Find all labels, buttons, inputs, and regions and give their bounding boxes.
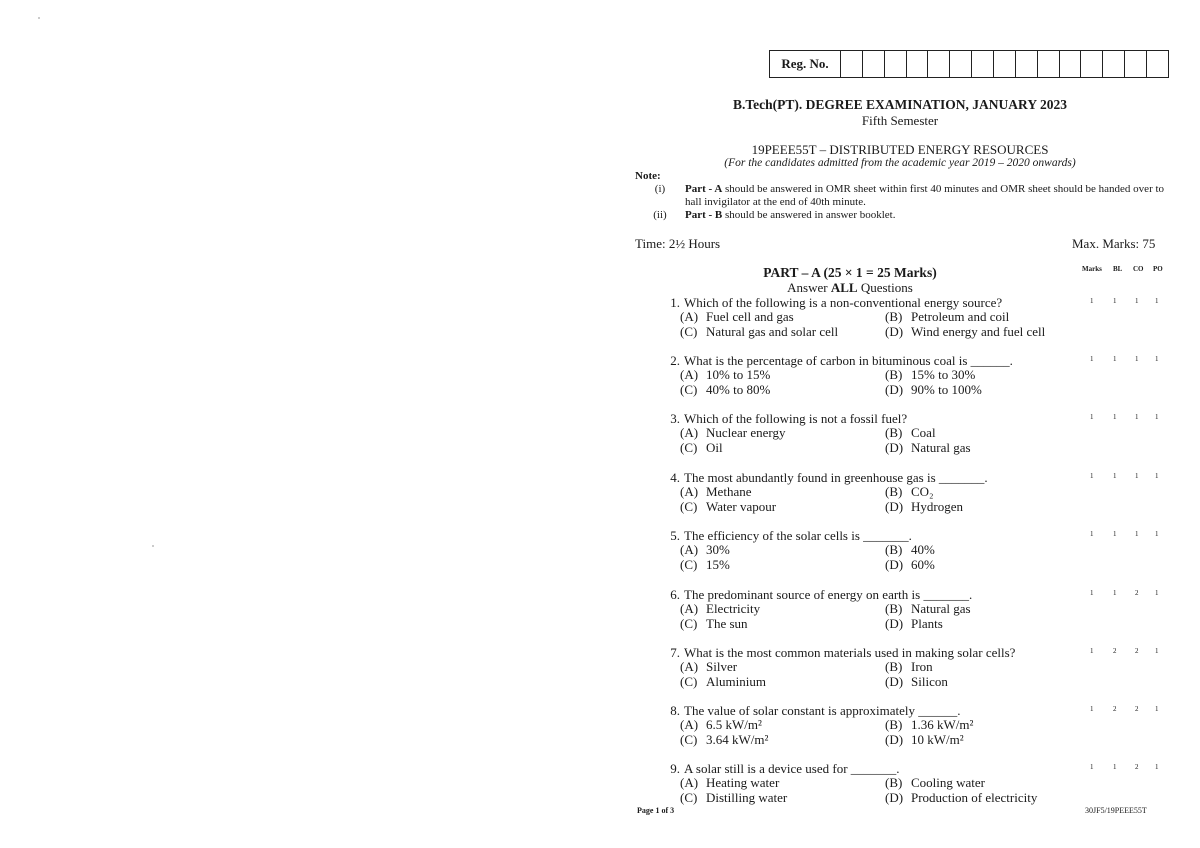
option-text: Natural gas	[911, 439, 971, 455]
po-value: 1	[1155, 589, 1159, 597]
question-stem-row	[660, 703, 1080, 718]
answer-option	[885, 791, 1085, 806]
option-text: Water vapour	[706, 498, 777, 514]
question-item	[660, 411, 1080, 455]
po-value: 1	[1155, 297, 1159, 305]
option-key: (C)	[680, 498, 698, 514]
option-key: (D)	[885, 439, 904, 455]
option-text: The sun	[706, 615, 748, 631]
option-text: 40% to 80%	[706, 381, 771, 397]
answer-option	[885, 368, 1085, 383]
reg-no-cells	[841, 51, 1168, 77]
answer-option	[680, 602, 885, 617]
answer-option	[680, 310, 885, 325]
reg-no-cell	[841, 51, 862, 77]
question-text: Which of the following is not a fossil fuel?	[684, 411, 908, 426]
question-number: 9.	[670, 761, 680, 776]
question-text: The efficiency of the solar cells is _______.	[684, 528, 912, 543]
answer-option	[885, 602, 1085, 617]
marks-value: 1	[1090, 413, 1094, 421]
instruction-suffix: Questions	[857, 280, 913, 295]
answer-option	[885, 426, 1085, 441]
option-key: (C)	[680, 731, 698, 747]
option-key: (B)	[885, 425, 903, 440]
co-value: 2	[1135, 705, 1139, 713]
scan-speck	[152, 545, 154, 547]
instruction-bold: ALL	[830, 280, 858, 295]
bl-value: 1	[1113, 413, 1117, 421]
note-number: (ii)	[653, 209, 667, 221]
option-key: (C)	[680, 556, 698, 572]
po-value: 1	[1155, 413, 1159, 421]
option-text: 1.36 kW/m²	[911, 717, 974, 732]
option-key: (A)	[680, 425, 699, 440]
option-text: Iron	[911, 659, 933, 674]
marks-value: 1	[1090, 589, 1094, 597]
question-text: What is the most common materials used in making solar cells?	[684, 645, 1016, 660]
option-text: Nuclear energy	[706, 425, 786, 440]
question-number: 3.	[670, 411, 680, 426]
answer-option	[680, 426, 885, 441]
option-grid	[680, 660, 1080, 689]
option-text: 3.64 kW/m²	[706, 731, 769, 747]
marks-value: 1	[1090, 472, 1094, 480]
note-text	[685, 183, 1165, 209]
max-marks: Max. Marks: 75	[1072, 236, 1156, 251]
bl-value: 1	[1113, 530, 1117, 538]
question-item	[660, 470, 1080, 514]
question-number: 1.	[670, 295, 680, 310]
note-bold: Part - A	[685, 183, 723, 195]
answer-option	[885, 383, 1085, 398]
answer-option	[680, 776, 885, 791]
po-value: 1	[1155, 647, 1159, 655]
bl-value: 1	[1113, 297, 1117, 305]
option-grid	[680, 543, 1080, 572]
exam-duration: Time: 2½ Hours	[635, 236, 721, 251]
option-key: (A)	[680, 309, 699, 324]
option-text: 6.5 kW/m²	[706, 717, 762, 732]
reg-no-cell	[1124, 51, 1146, 77]
option-text: Natural gas	[911, 601, 971, 616]
reg-no-cell	[884, 51, 906, 77]
answer-option	[680, 718, 885, 733]
option-text: Heating water	[706, 775, 780, 790]
answer-option	[680, 500, 885, 515]
option-key: (C)	[680, 439, 698, 455]
option-key: (A)	[680, 542, 699, 557]
column-header-po: PO	[1153, 265, 1163, 273]
marks-value: 1	[1090, 297, 1094, 305]
answer-option	[885, 675, 1085, 690]
option-text: Natural gas and solar cell	[706, 323, 839, 339]
note-label: Note:	[635, 170, 661, 182]
reg-no-cell	[1102, 51, 1124, 77]
question-stem-row	[660, 528, 1080, 543]
question-item	[660, 645, 1080, 689]
option-text: Silicon	[911, 673, 948, 689]
option-text: Production of electricity	[911, 789, 1038, 805]
option-text: Electricity	[706, 601, 761, 616]
option-text: Petroleum and coil	[911, 309, 1010, 324]
reg-no-cell	[1080, 51, 1102, 77]
reg-no-cell	[1037, 51, 1059, 77]
option-key: (B)	[885, 659, 903, 674]
option-key: (A)	[680, 601, 699, 616]
option-key: (D)	[885, 323, 904, 339]
reg-no-cell	[862, 51, 884, 77]
part-a-title: PART – A (25 × 1 = 25 Marks)	[763, 265, 937, 280]
reg-no-cell	[1146, 51, 1168, 77]
question-number: 2.	[670, 353, 680, 368]
question-stem-row	[660, 353, 1080, 368]
admission-note: (For the candidates admitted from the academic year 2019 – 2020 onwards)	[724, 157, 1076, 169]
option-text: 15%	[706, 556, 730, 572]
scan-speck	[38, 17, 40, 19]
instruction-prefix: Answer	[787, 280, 831, 295]
option-grid	[680, 776, 1080, 805]
option-key: (A)	[680, 717, 699, 732]
answer-option	[680, 791, 885, 806]
option-key: (B)	[885, 775, 903, 790]
question-stem-row	[660, 470, 1080, 485]
option-text: CO₂	[911, 484, 934, 499]
question-text: The predominant source of energy on earth is _______.	[684, 587, 973, 602]
bl-value: 1	[1113, 589, 1117, 597]
question-number: 6.	[670, 587, 680, 602]
question-item	[660, 295, 1080, 339]
option-key: (D)	[885, 498, 904, 514]
answer-option	[680, 558, 885, 573]
answer-option	[885, 660, 1085, 675]
answer-option	[885, 776, 1085, 791]
course-title: 19PEEE55T – DISTRIBUTED ENERGY RESOURCES	[751, 142, 1049, 157]
question-text: The value of solar constant is approximately ______.	[684, 703, 961, 718]
bl-value: 1	[1113, 355, 1117, 363]
question-text: What is the percentage of carbon in bituminous coal is ______.	[684, 353, 1013, 368]
answer-option	[885, 325, 1085, 340]
question-item	[660, 587, 1080, 631]
option-key: (D)	[885, 731, 904, 747]
option-key: (C)	[680, 323, 698, 339]
note-bold: Part - B	[685, 209, 723, 221]
po-value: 1	[1155, 763, 1159, 771]
marks-value: 1	[1090, 647, 1094, 655]
answer-option	[680, 485, 885, 500]
question-stem-row	[660, 411, 1080, 426]
option-text: Fuel cell and gas	[706, 309, 794, 324]
paper-code: 30JF5/19PEEE55T	[1085, 806, 1147, 815]
option-text: Cooling water	[911, 775, 986, 790]
page-number: Page 1 of 3	[637, 806, 675, 815]
co-value: 1	[1135, 297, 1139, 305]
co-value: 2	[1135, 647, 1139, 655]
option-key: (A)	[680, 659, 699, 674]
answer-option	[885, 500, 1085, 515]
answer-option	[680, 325, 885, 340]
question-item	[660, 761, 1080, 805]
note-text	[685, 209, 1165, 222]
reg-no-cell	[993, 51, 1015, 77]
note-number: (i)	[654, 183, 666, 195]
option-key: (A)	[680, 367, 699, 382]
reg-no-cell	[1059, 51, 1081, 77]
question-text: Which of the following is a non-conventional energy source?	[684, 295, 1003, 310]
reg-no-label: Reg. No.	[770, 51, 841, 77]
option-text: Aluminium	[706, 673, 766, 689]
answer-option	[680, 733, 885, 748]
note-body: should be answered in OMR sheet within first 40 minutes and OMR sheet should be handed over to hall invigilator at the end of 40th minute.	[685, 183, 1165, 208]
option-key: (B)	[885, 484, 903, 499]
option-text: Silver	[706, 659, 738, 674]
option-key: (D)	[885, 673, 904, 689]
answer-option	[885, 718, 1085, 733]
option-key: (A)	[680, 484, 699, 499]
option-key: (C)	[680, 789, 698, 805]
answer-option	[680, 368, 885, 383]
option-grid	[680, 426, 1080, 455]
option-text: Distilling water	[706, 789, 788, 805]
answer-option	[885, 558, 1085, 573]
bl-value: 1	[1113, 763, 1117, 771]
note-item	[635, 209, 1165, 222]
option-text: 15% to 30%	[911, 367, 976, 382]
question-item	[660, 353, 1080, 397]
note-body: should be answered in answer booklet.	[722, 209, 896, 221]
co-value: 1	[1135, 413, 1139, 421]
marks-value: 1	[1090, 705, 1094, 713]
answer-option	[680, 660, 885, 675]
question-stem-row	[660, 587, 1080, 602]
co-value: 2	[1135, 763, 1139, 771]
answer-option	[885, 543, 1085, 558]
option-text: Plants	[911, 615, 943, 631]
co-value: 1	[1135, 472, 1139, 480]
option-text: 10 kW/m²	[911, 731, 964, 747]
answer-option	[680, 383, 885, 398]
option-grid	[680, 602, 1080, 631]
reg-no-cell	[949, 51, 971, 77]
marks-value: 1	[1090, 763, 1094, 771]
option-key: (D)	[885, 789, 904, 805]
question-stem-row	[660, 761, 1080, 776]
po-value: 1	[1155, 705, 1159, 713]
option-key: (B)	[885, 717, 903, 732]
reg-no-cell	[1015, 51, 1037, 77]
marks-value: 1	[1090, 530, 1094, 538]
option-grid	[680, 485, 1080, 514]
question-stem-row	[660, 295, 1080, 310]
question-number: 7.	[670, 645, 680, 660]
question-stem-row	[660, 645, 1080, 660]
option-text: Methane	[706, 484, 752, 499]
column-header-co: CO	[1133, 265, 1144, 273]
option-text: Wind energy and fuel cell	[911, 323, 1046, 339]
question-item	[660, 528, 1080, 572]
answer-option	[680, 617, 885, 632]
answer-option	[885, 310, 1085, 325]
reg-no-cell	[971, 51, 993, 77]
column-header-bl: BL	[1113, 265, 1123, 273]
answer-option	[680, 675, 885, 690]
option-grid	[680, 718, 1080, 747]
option-key: (B)	[885, 309, 903, 324]
co-value: 1	[1135, 530, 1139, 538]
option-key: (A)	[680, 775, 699, 790]
option-text: 90% to 100%	[911, 381, 982, 397]
answer-option	[885, 485, 1085, 500]
po-value: 1	[1155, 530, 1159, 538]
option-key: (D)	[885, 381, 904, 397]
po-value: 1	[1155, 472, 1159, 480]
option-text: 30%	[706, 542, 730, 557]
question-number: 4.	[670, 470, 680, 485]
option-text: Coal	[911, 425, 936, 440]
note-item	[635, 183, 1165, 209]
option-key: (C)	[680, 381, 698, 397]
answer-option	[680, 441, 885, 456]
answer-option	[885, 733, 1085, 748]
co-value: 2	[1135, 589, 1139, 597]
option-text: Hydrogen	[911, 498, 963, 514]
part-a-instruction	[680, 280, 1020, 296]
po-value: 1	[1155, 355, 1159, 363]
question-number: 5.	[670, 528, 680, 543]
co-value: 1	[1135, 355, 1139, 363]
option-key: (B)	[885, 542, 903, 557]
option-text: 40%	[911, 542, 935, 557]
option-key: (D)	[885, 556, 904, 572]
question-text: The most abundantly found in greenhouse gas is _______.	[684, 470, 988, 485]
bl-value: 2	[1113, 705, 1117, 713]
answer-option	[680, 543, 885, 558]
option-key: (B)	[885, 367, 903, 382]
answer-option	[885, 441, 1085, 456]
question-number: 8.	[670, 703, 680, 718]
bl-value: 2	[1113, 647, 1117, 655]
option-text: Oil	[706, 439, 723, 455]
option-text: 10% to 15%	[706, 367, 771, 382]
option-key: (C)	[680, 673, 698, 689]
option-text: 60%	[911, 556, 935, 572]
option-key: (B)	[885, 601, 903, 616]
option-key: (C)	[680, 615, 698, 631]
answer-option	[885, 617, 1085, 632]
semester: Fifth Semester	[861, 113, 939, 128]
exam-title: B.Tech(PT). DEGREE EXAMINATION, JANUARY 2023	[733, 97, 1067, 112]
reg-no-cell	[906, 51, 928, 77]
option-grid	[680, 368, 1080, 397]
option-grid	[680, 310, 1080, 339]
question-item	[660, 703, 1080, 747]
reg-no-cell	[927, 51, 949, 77]
bl-value: 1	[1113, 472, 1117, 480]
marks-value: 1	[1090, 355, 1094, 363]
column-header-marks: Marks	[1082, 265, 1102, 273]
reg-no-box	[769, 50, 1169, 78]
option-key: (D)	[885, 615, 904, 631]
question-text: A solar still is a device used for _______.	[684, 761, 900, 776]
